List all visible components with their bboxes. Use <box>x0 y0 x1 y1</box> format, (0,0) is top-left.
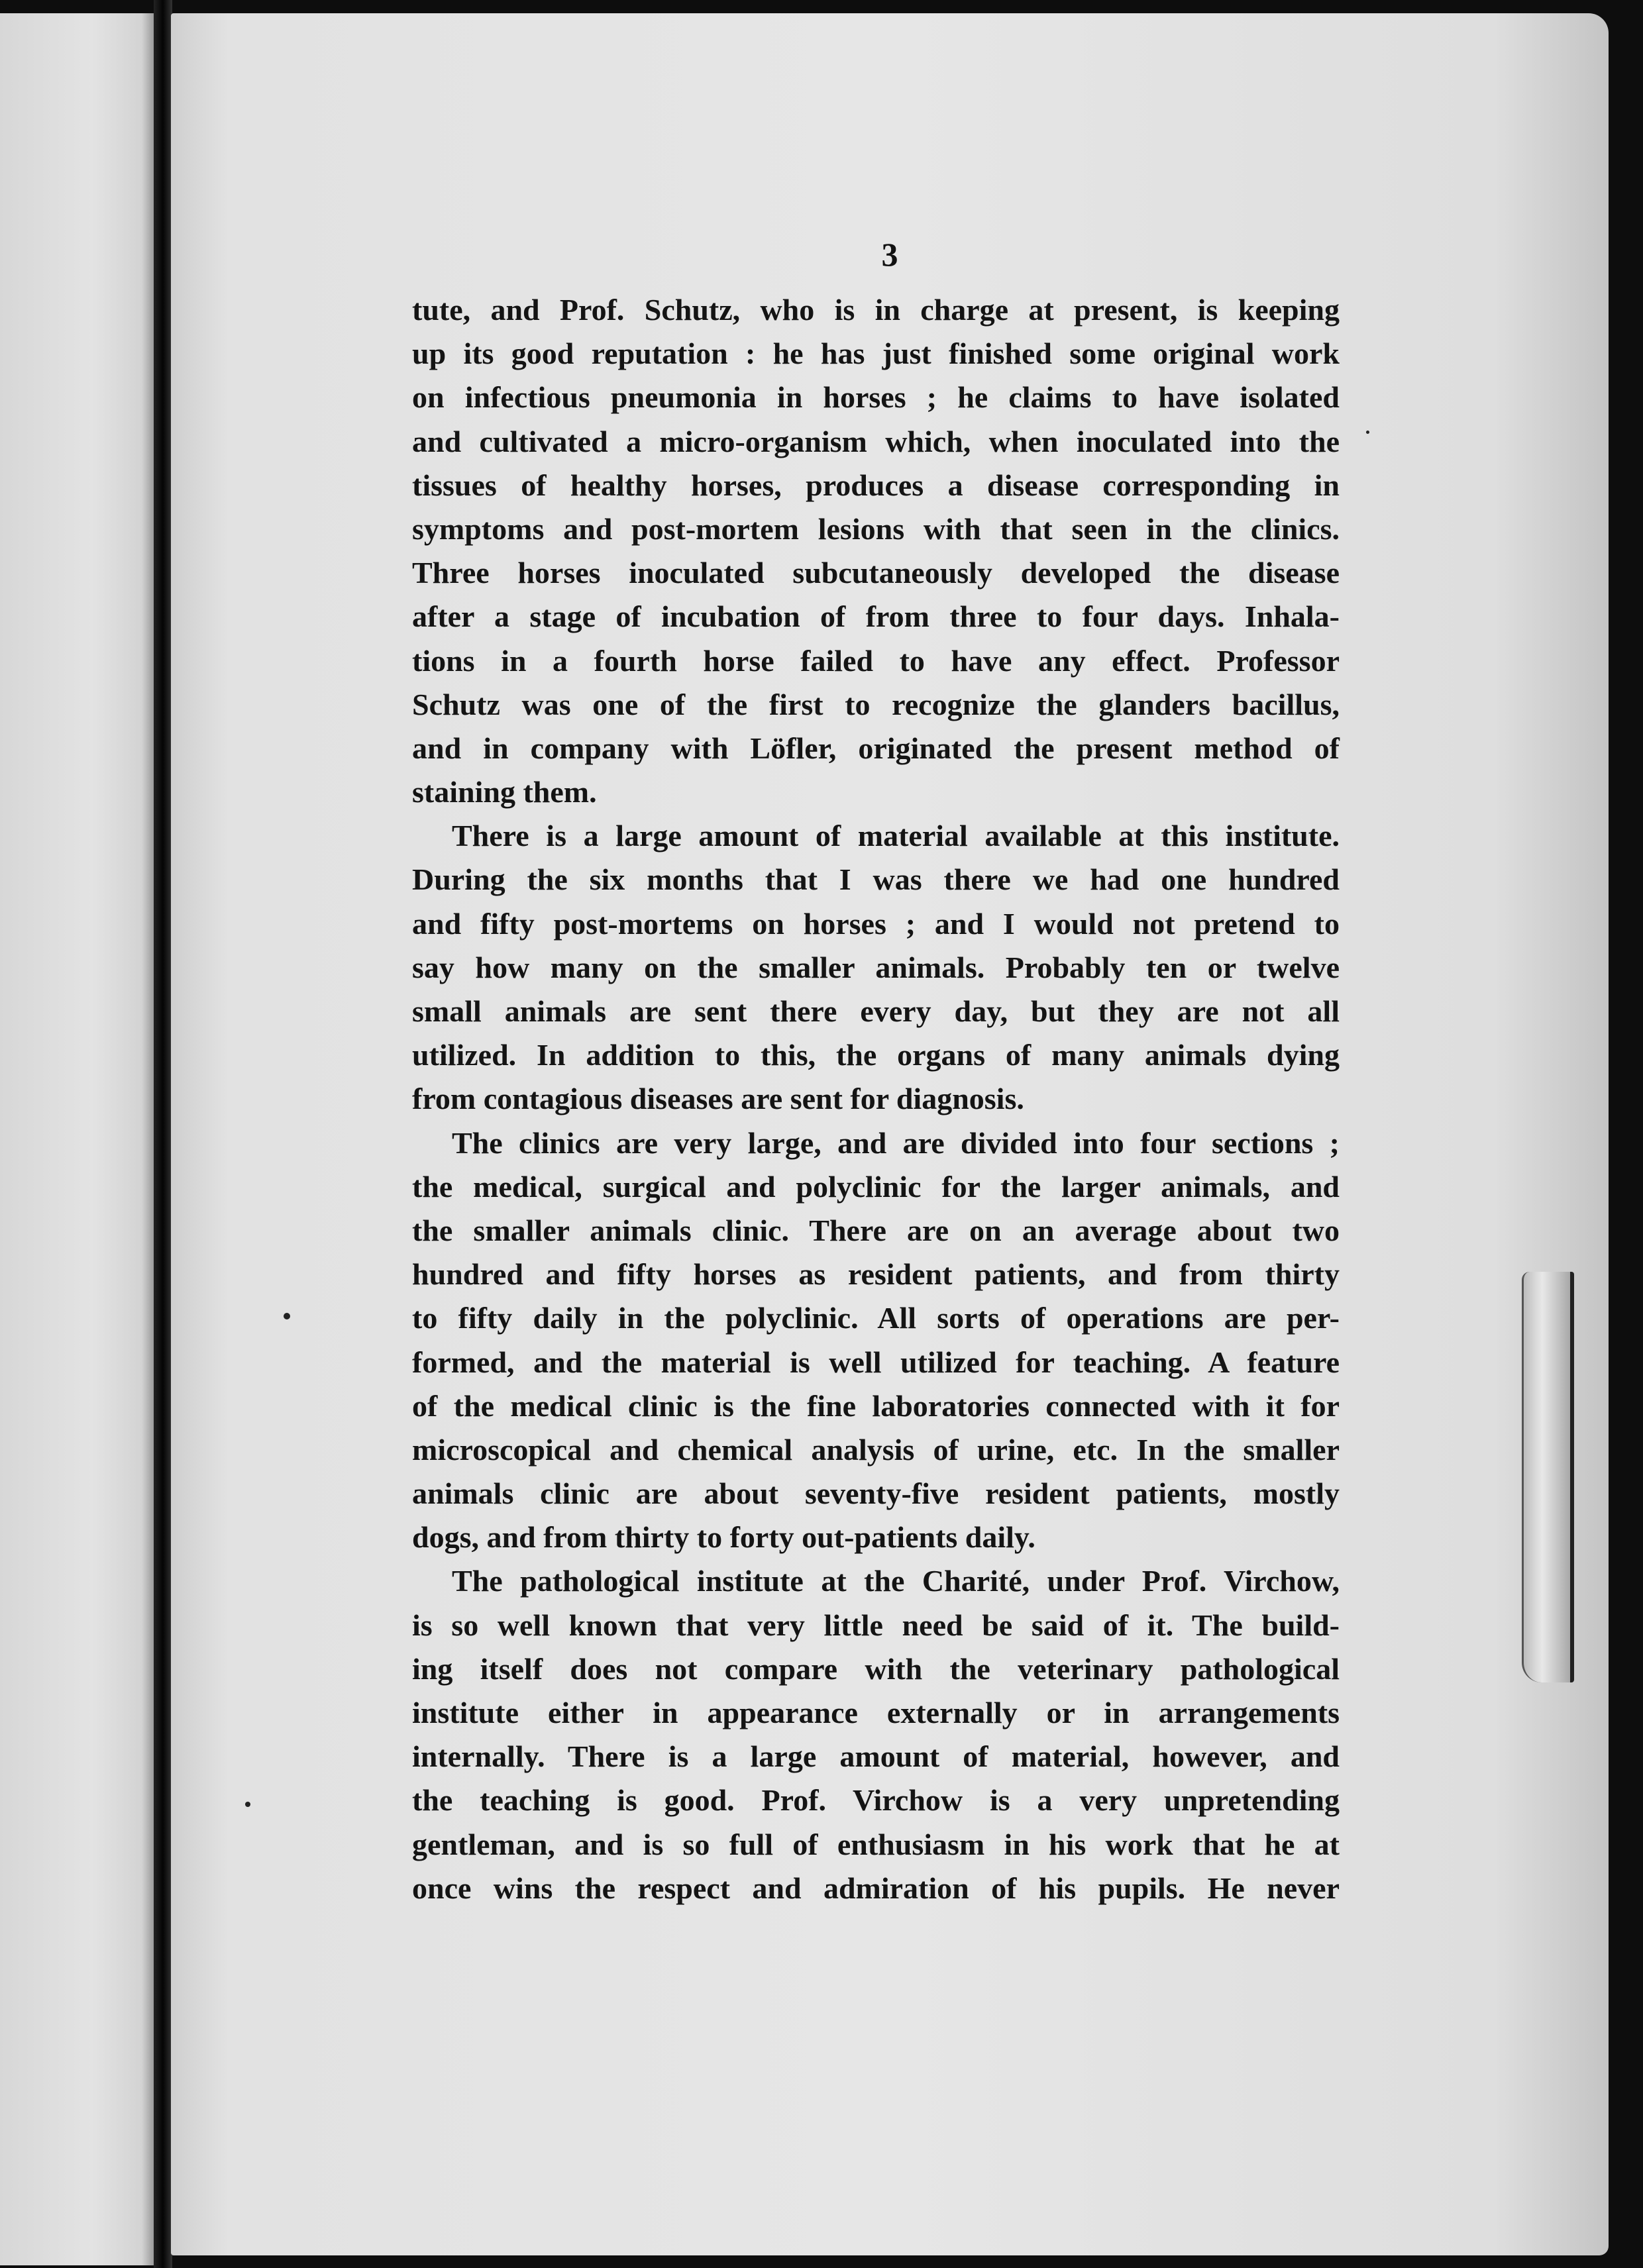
text-line: up its good reputation : he has just finished some original work <box>412 336 1340 371</box>
text-line: utilized. In addition to this, the organs of many animals dying <box>412 1038 1340 1072</box>
text-line: hundred and fifty horses as resident patients, and from thirty <box>412 1257 1340 1292</box>
text-line: There is a large amount of material available at this institute. <box>452 819 1340 853</box>
text-line: staining them. <box>412 775 597 809</box>
text-line: of the medical clinic is the fine laboratories connected with it for <box>412 1388 1340 1423</box>
text-line: internally. There is a large amount of material, however, and <box>412 1739 1340 1774</box>
text-line: formed, and the material is well utilized for teaching. A feature <box>412 1345 1340 1379</box>
text-line: once wins the respect and admiration of his pupils. He never <box>412 1871 1340 1905</box>
ink-speck <box>1366 431 1369 434</box>
text-line: ing itself does not compare with the veterinary pathological <box>412 1651 1340 1686</box>
text-line: from contagious diseases are sent for diagnosis. <box>412 1082 1024 1116</box>
ink-speck <box>245 1802 250 1807</box>
text-line: after a stage of incubation of from three to four days. Inhala- <box>412 599 1340 634</box>
text-line: tute, and Prof. Schutz, who is in charge at present, is keeping <box>412 293 1340 327</box>
text-line: small animals are sent there every day, but they are not all <box>412 994 1340 1028</box>
text-line: to fifty daily in the polyclinic. All sorts of operations are per- <box>412 1301 1340 1335</box>
text-line: tissues of healthy horses, produces a disease corresponding in <box>412 468 1340 502</box>
page-number: 3 <box>881 236 898 273</box>
text-line: the medical, surgical and polyclinic for the larger animals, and <box>412 1169 1340 1204</box>
text-line: tions in a fourth horse failed to have any effect. Professor <box>412 643 1340 678</box>
text-line: gentleman, and is so full of enthusiasm in his work that he at <box>412 1827 1340 1861</box>
body-text <box>412 288 1340 1910</box>
text-line: the teaching is good. Prof. Virchow is a very unpretending <box>412 1783 1340 1818</box>
text-line: Schutz was one of the first to recognize the glanders bacillus, <box>412 687 1340 721</box>
text-line: animals clinic are about seventy-five resident patients, mostly <box>412 1476 1340 1511</box>
text-line: on infectious pneumonia in horses ; he claims to have isolated <box>412 380 1340 415</box>
text-line: and in company with Löfler, originated the present method of <box>412 731 1340 765</box>
text-line: microscopical and chemical analysis of urine, etc. In the smaller <box>412 1432 1340 1467</box>
text-line: say how many on the smaller animals. Probably ten or twelve <box>412 950 1340 984</box>
text-line: dogs, and from thirty to forty out-patients daily. <box>412 1520 1035 1555</box>
text-line: The clinics are very large, and are divided into four sections ; <box>452 1125 1340 1160</box>
facing-page-edge <box>0 13 154 2265</box>
text-line: is so well known that very little need be said of it. The build- <box>412 1608 1340 1642</box>
text-line: and cultivated a micro-organism which, when inoculated into the <box>412 424 1340 458</box>
torn-page-edge <box>1522 1272 1574 1682</box>
binding-gutter <box>154 0 172 2268</box>
text-line: Three horses inoculated subcutaneously developed the disease <box>412 556 1340 590</box>
text-line: symptoms and post-mortem lesions with that seen in the clinics. <box>412 511 1340 546</box>
text-line: The pathological institute at the Charité, under Prof. Virchow, <box>452 1564 1340 1598</box>
ink-speck <box>284 1313 290 1319</box>
text-line: the smaller animals clinic. There are on an average about two <box>412 1213 1340 1247</box>
text-line: and fifty post-mortems on horses ; and I would not pretend to <box>412 906 1340 941</box>
text-line: institute either in appearance externally or in arrangements <box>412 1696 1340 1729</box>
text-line: During the six months that I was there we had one hundred <box>412 862 1340 897</box>
